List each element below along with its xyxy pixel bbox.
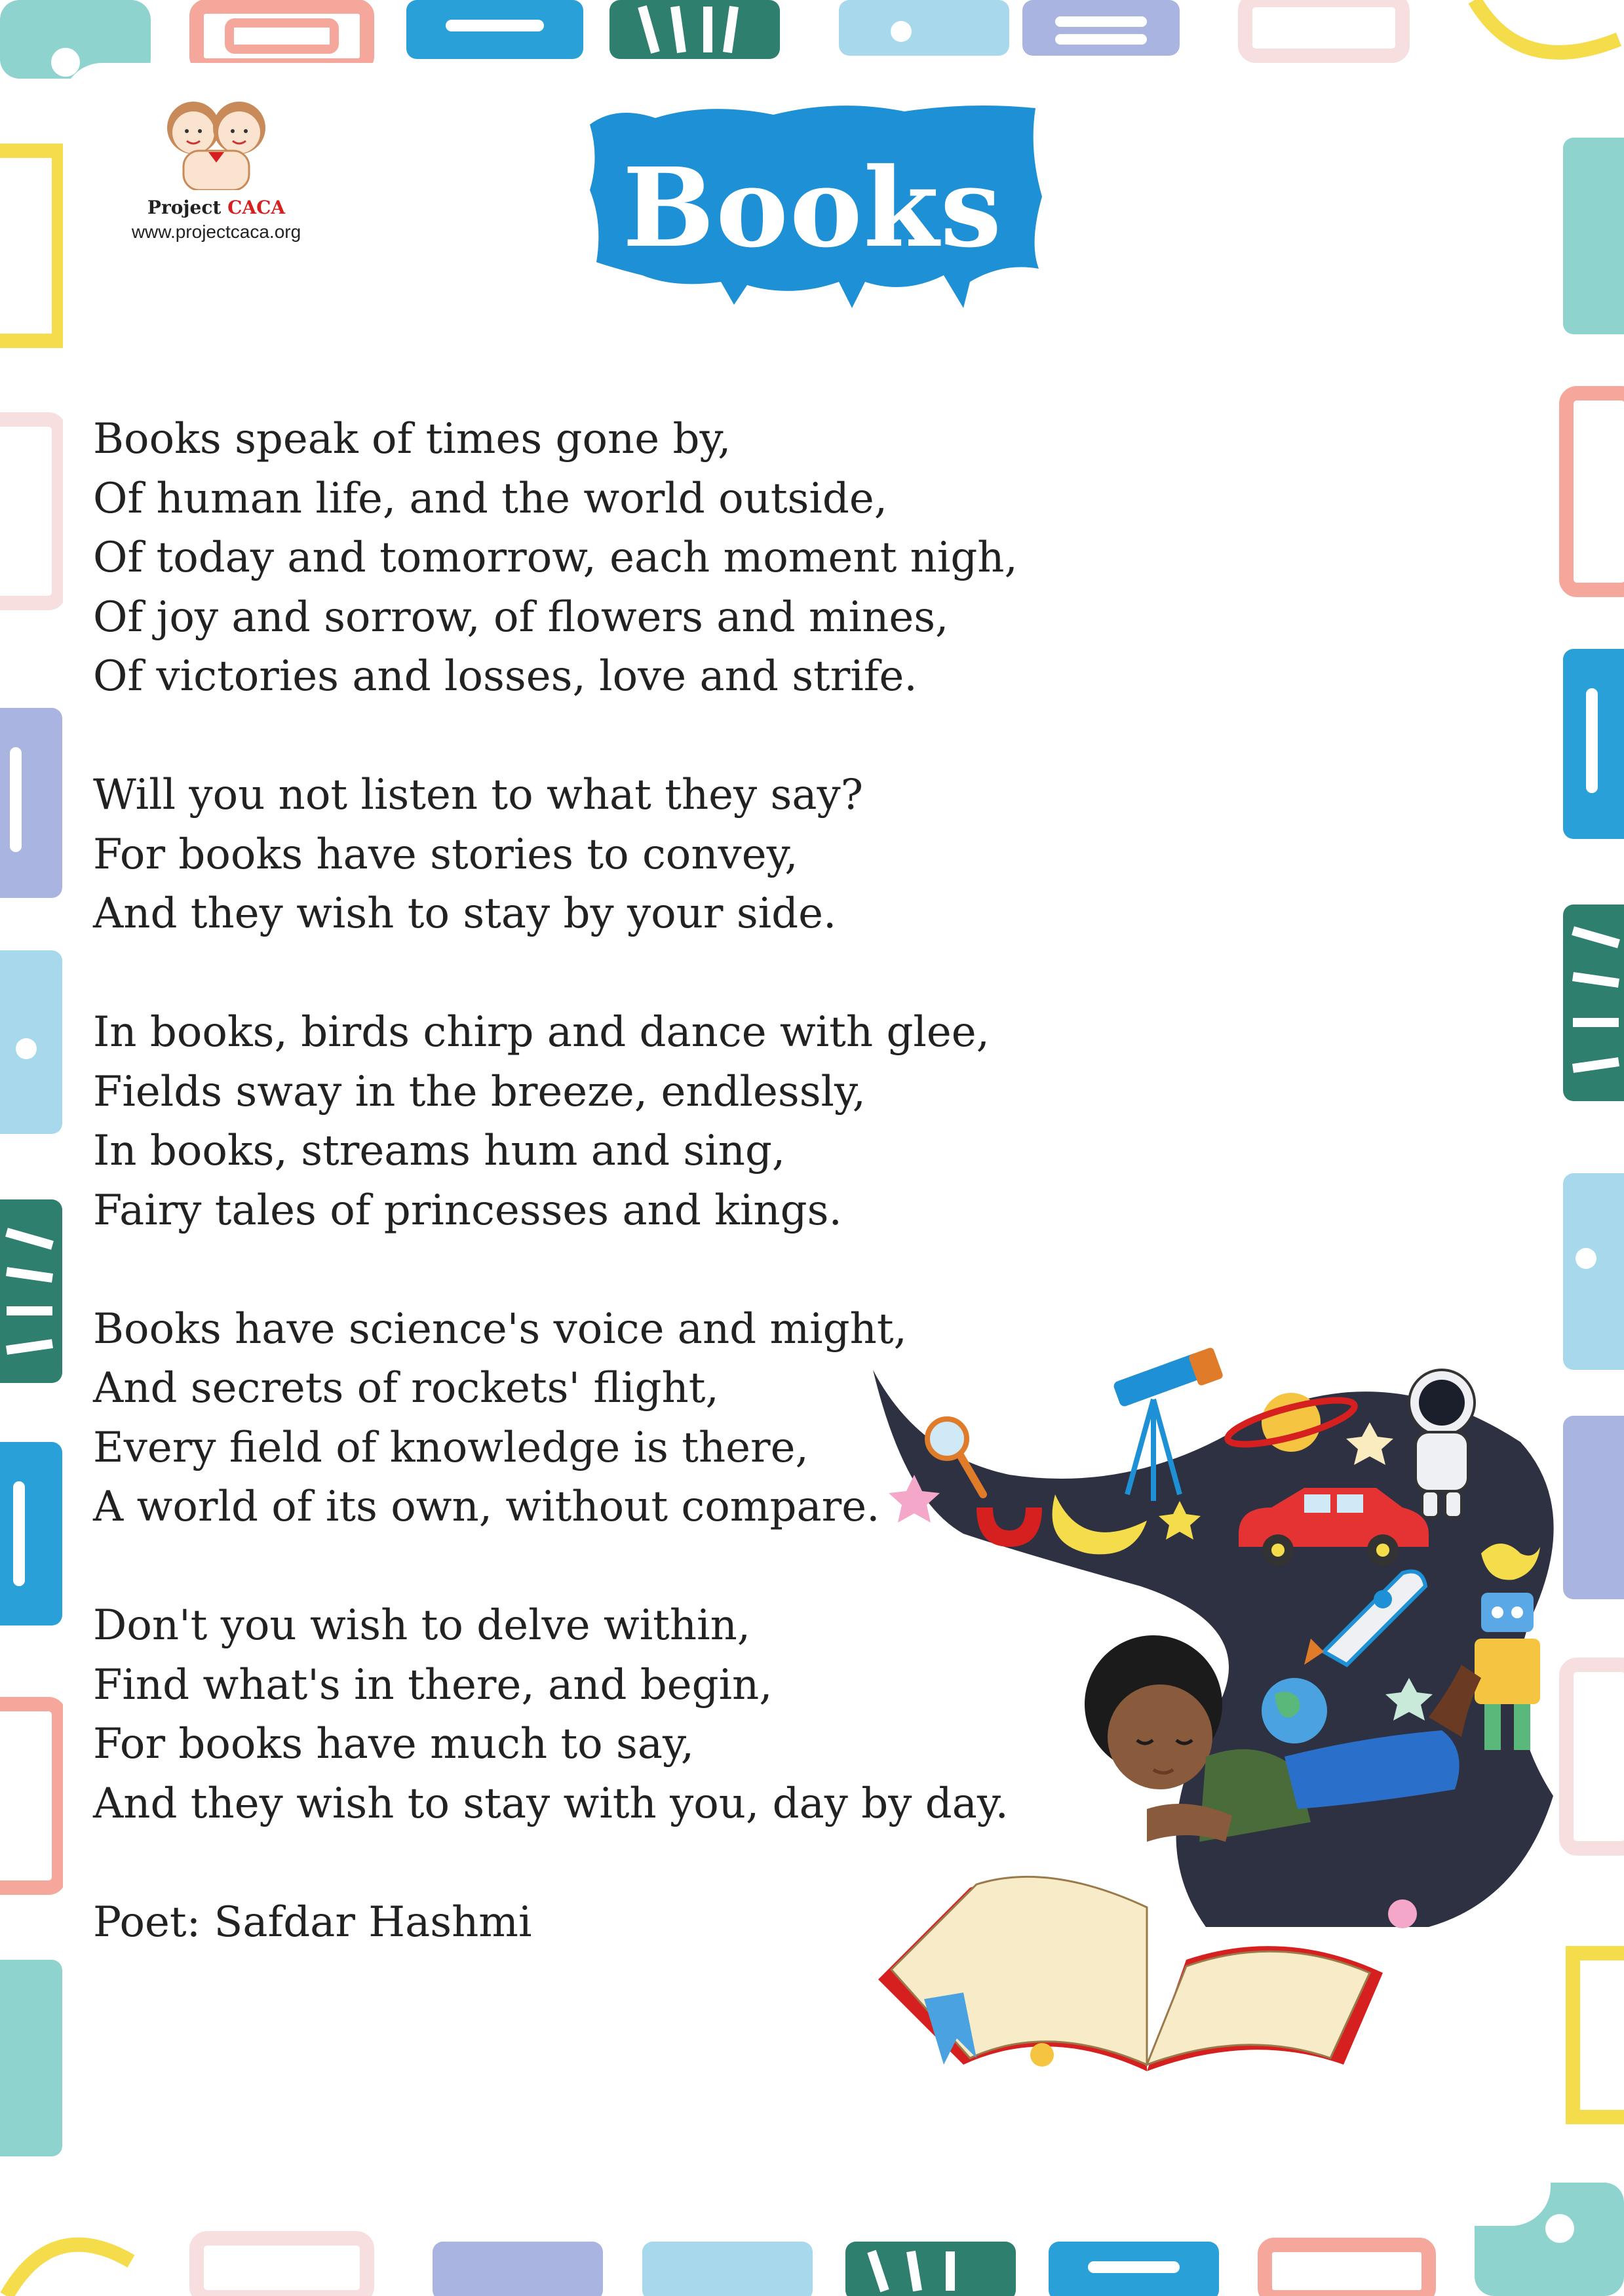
poem-line: Every field of knowledge is there,: [93, 1423, 809, 1472]
flower-icon: [1388, 1899, 1417, 1928]
border-tile: [7, 2245, 131, 2296]
border-tile: [1475, 0, 1619, 52]
border-tile: [197, 7, 367, 66]
border-tile: [406, 0, 583, 59]
poem-line: Of victories and losses, love and strife.: [93, 652, 918, 701]
stanza: [93, 766, 1207, 944]
logo-name-prefix: Project: [147, 197, 228, 218]
poem-line: Find what's in there, and begin,: [93, 1660, 773, 1709]
poem-line: Fairy tales of princesses and kings.: [93, 1186, 842, 1235]
border-tile: [0, 708, 62, 898]
logo-url: www.projectcaca.org: [131, 222, 301, 242]
poem-line: Of joy and sorrow, of flowers and mines,: [93, 593, 949, 642]
poem-line: For books have stories to convey,: [93, 830, 798, 879]
title-banner: [577, 98, 1049, 321]
poem-line: And they wish to stay by your side.: [93, 889, 837, 938]
poem-line: Books have science's voice and might,: [93, 1304, 907, 1353]
child-reading-illustration: [865, 1337, 1599, 2124]
poem-line: In books, streams hum and sing,: [93, 1127, 786, 1175]
border-tile: [1566, 393, 1624, 590]
page-title: Books: [622, 144, 1003, 272]
border-tile: [0, 1199, 62, 1383]
logo-name: [118, 197, 315, 218]
logo-name-accent: CACA: [227, 197, 286, 218]
border-tile: [197, 2238, 367, 2296]
poem-line: A world of its own, without compare.: [93, 1483, 880, 1531]
poem-line: In books, birds chirp and dance with glee,: [93, 1008, 990, 1057]
border-tile: [1022, 0, 1180, 56]
border-tile: [0, 1960, 62, 2156]
border-tile: [1563, 905, 1624, 1101]
border-tile: [0, 1704, 59, 1888]
poem-line: Fields sway in the breeze, endlessly,: [93, 1067, 866, 1116]
border-tile: [1563, 649, 1624, 839]
border-tile: [433, 2242, 603, 2296]
border-tile: [0, 419, 59, 603]
poem-line: Don't you wish to delve within,: [93, 1601, 751, 1650]
border-tile: [845, 2242, 1016, 2296]
border-tile: [839, 0, 1009, 56]
globe-icon: [1262, 1678, 1327, 1743]
poem-line: Of today and tomorrow, each moment nigh,: [93, 534, 1018, 582]
border-tile: [642, 2242, 813, 2296]
border-tile: [609, 0, 780, 59]
border-tile: [1049, 2242, 1219, 2296]
poem-line: Books speak of times gone by,: [93, 415, 731, 463]
border-tile: [1245, 0, 1402, 56]
project-logo: [118, 92, 315, 249]
poet-credit: Poet: Safdar Hashmi: [93, 1897, 532, 1947]
poem-line: Will you not listen to what they say?: [93, 771, 863, 819]
poem-line: For books have much to say,: [93, 1720, 695, 1768]
children-logo-icon: [157, 92, 275, 190]
poem-line: Of human life, and the world outside,: [93, 474, 888, 523]
border-tile: [1265, 2245, 1429, 2296]
border-tile: [0, 950, 62, 1134]
stanza: [93, 410, 1207, 707]
stanza: [93, 1003, 1207, 1240]
poem-line: And secrets of rockets' flight,: [93, 1364, 719, 1412]
border-tile: [0, 151, 59, 341]
border-tile: [0, 1442, 62, 1625]
poem-line: And they wish to stay with you, day by day.: [93, 1779, 1009, 1828]
border-tile: [1563, 138, 1624, 334]
